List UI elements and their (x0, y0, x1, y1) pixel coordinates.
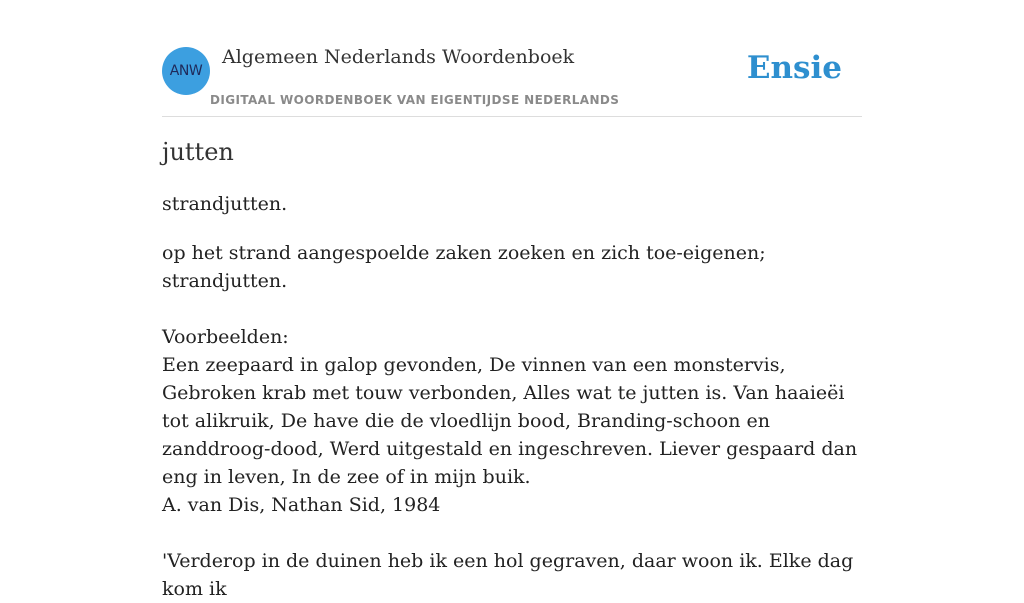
site-header (162, 0, 862, 117)
entry-word: jutten (162, 138, 234, 166)
spacer (162, 519, 862, 547)
example-quote: Een zeepaard in galop gevonden, De vinnen van een monstervis, Gebroken krab met touw verbonden, Alles wat te jutten is. Van haaieëi tot alikruik, De have die de vloedlijn bood, Branding-schoon en zanddroog-dood, Werd uitgestald en ingeschreven. Liever gespaard dan eng in leven, In de zee of in mijn buik. (162, 354, 858, 488)
site-title[interactable]: Algemeen Nederlands Woordenboek (222, 46, 575, 68)
site-subtitle: DIGITAAL WOORDENBOEK VAN EIGENTIJDSE NEDERLANDS (210, 93, 620, 107)
anw-logo[interactable] (162, 47, 210, 95)
page-container (162, 0, 862, 600)
entry-body (162, 239, 862, 603)
spacer (162, 295, 862, 323)
examples-heading: Voorbeelden: (162, 326, 289, 348)
ensie-brand-link[interactable]: Ensie (746, 50, 842, 86)
example-source: A. van Dis, Nathan Sid, 1984 (162, 494, 441, 516)
definition-text: op het strand aangespoelde zaken zoeken en zich toe-eigenen; strandjutten. (162, 242, 766, 292)
logo-text: ANW (169, 63, 203, 79)
example-quote: 'Verderop in de duinen heb ik een hol gegraven, daar woon ik. Elke dag kom ik (162, 550, 854, 600)
short-definition: strandjutten. (162, 193, 288, 215)
